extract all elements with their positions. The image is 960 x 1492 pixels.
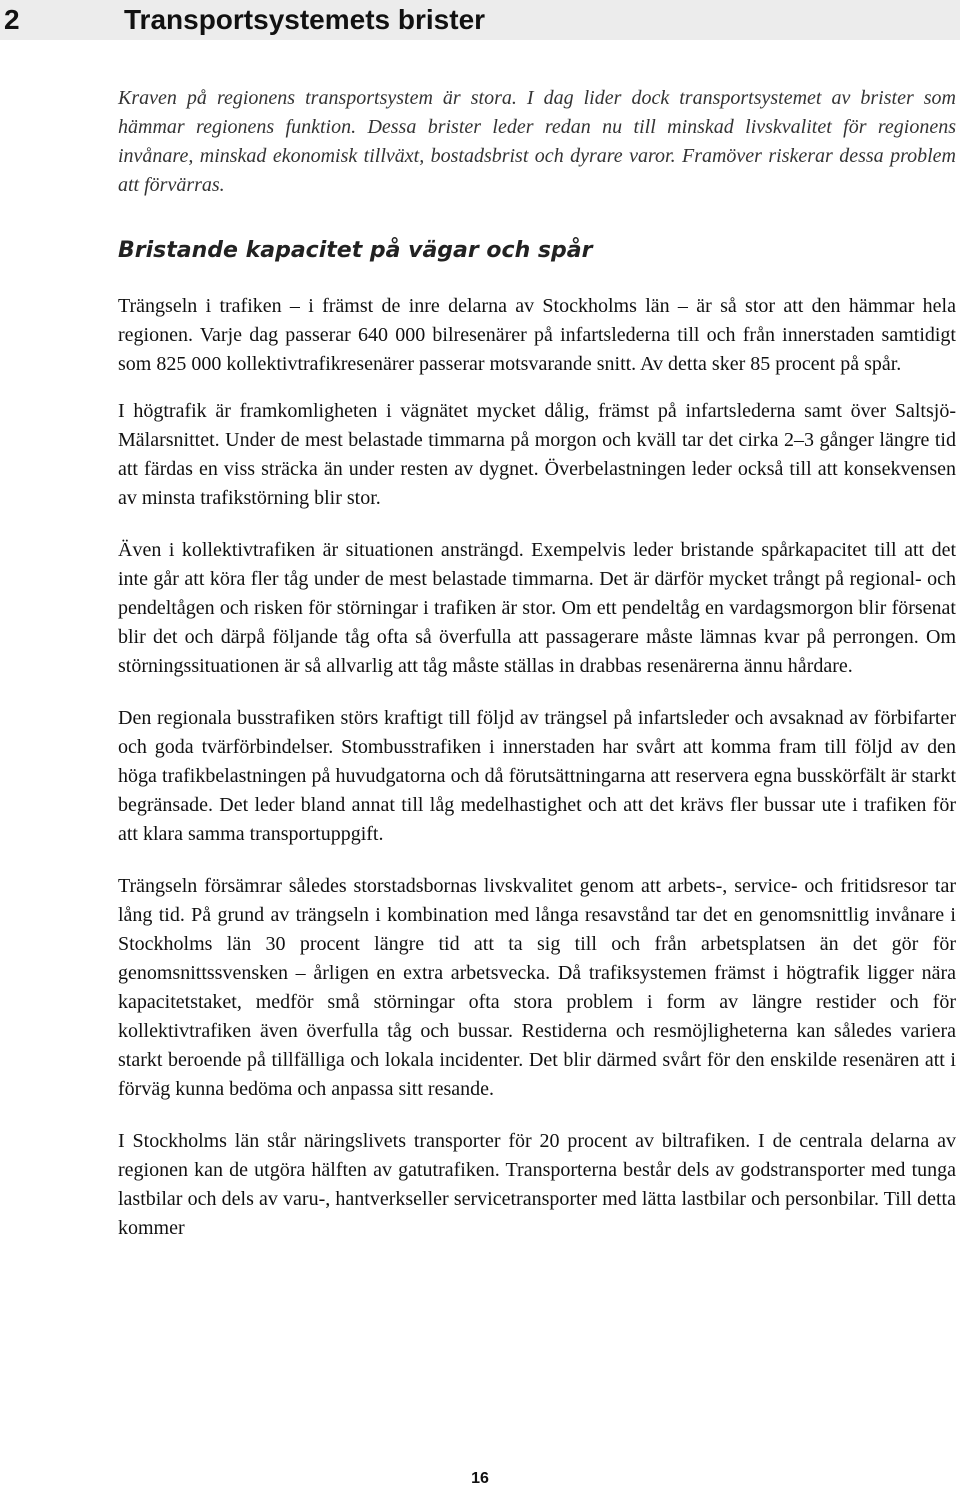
chapter-header bbox=[0, 0, 960, 40]
section-heading: Bristande kapacitet på vägar och spår bbox=[118, 238, 593, 263]
document-body bbox=[118, 84, 956, 1243]
body-paragraph: I Stockholms län står näringslivets transporter för 20 procent av biltrafiken. I de centrala delarna av regionen kan de utgöra hälften av gatutrafiken. Transporterna består dels av godstransporter med tunga lastbilar och dels av varu-, hantverkseller servicetransporter med lätta lastbilar och personbilar. Till detta kommer bbox=[118, 1130, 956, 1239]
body-paragraph: Trängseln i trafiken – i främst de inre delarna av Stockholms län – är så stor att den hämmar hela regionen. Varje dag passerar 640 000 bilresenärer på infartslederna till och från innerstaden samtidigt som 825 000 kollektivtrafikresenärer passerar motsvarande snitt. Av detta sker 85 procent på spår. bbox=[118, 295, 956, 375]
body-paragraph: Den regionala busstrafiken störs kraftigt till följd av trängsel på infartsleder och avsaknad av förbifarter och goda tvärförbindelser. Stombusstrafiken i innerstaden har svårt att komma fram till följd av den höga trafikbelastningen på huvudgatorna och då förutsättningarna att reservera egna busskörfält är starkt begränsade. Det leder bland annat till låg medelhastighet och att det krävs fler bussar ute i trafiken för att klara samma transportuppgift. bbox=[118, 707, 956, 845]
chapter-title: Transportsystemets brister bbox=[124, 4, 486, 35]
chapter-number: 2 bbox=[4, 4, 20, 35]
body-paragraph: Även i kollektivtrafiken är situationen ansträngd. Exempelvis leder bristande spårkapacitet till att det inte går att köra fler tåg under de mest belastade timmarna. Det är därför mycket trångt på regional- och pendeltågen och risken för störningar i trafiken är stor. Om ett pendeltåg en vardagsmorgon blir försenat blir det och därpå följande tåg ofta så överfulla att passagerare måste lämnas kvar på perrongen. Om störningssituationen är så allvarlig att tåg måste ställas in drabbas resenärerna ännu hårdare. bbox=[118, 539, 956, 677]
body-paragraph: I högtrafik är framkomligheten i vägnätet mycket dålig, främst på infartslederna samt över Saltsjö-Mälarsnittet. Under de mest belastade timmarna på morgon och kväll tar det cirka 2–3 gånger längre tid att färdas en viss sträcka än under resten av dygnet. Överbelastningen leder också till att konsekvensen av minsta trafikstörning blir stor. bbox=[118, 400, 956, 509]
intro-paragraph: Kraven på regionens transportsystem är stora. I dag lider dock transportsystemet av brister som hämmar regionens funktion. Dessa brister leder redan nu till minskad livskvalitet för regionens invånare, minskad ekonomisk tillväxt, bostadsbrist och dyrare varor. Framöver riskerar dessa problem att förvärras. bbox=[118, 87, 956, 196]
page-number: 16 bbox=[471, 1470, 489, 1487]
body-paragraph: Trängseln försämrar således storstadsbornas livskvalitet genom att arbets-, service- och fritidsresor tar lång tid. På grund av trängseln i kombination med långa resavstånd tar det en genomsnittlig invånare i Stockholms län 30 procent längre tid att ta sig till och från arbetsplatsen än det gör för genomsnittssvensken – årligen en extra arbetsvecka. Då trafiksystemen främst i högtrafik ligger nära kapacitetstaket, medför små störningar ofta stora problem i form av längre restider och för kollektivtrafiken även överfulla tåg och bussar. Restiderna och resmöjligheterna kan således variera starkt beroende på tillfälliga och lokala incidenter. Det blir därmed svårt för den enskilde resenären att i förväg kunna bedöma och anpassa sitt resande. bbox=[118, 875, 956, 1100]
